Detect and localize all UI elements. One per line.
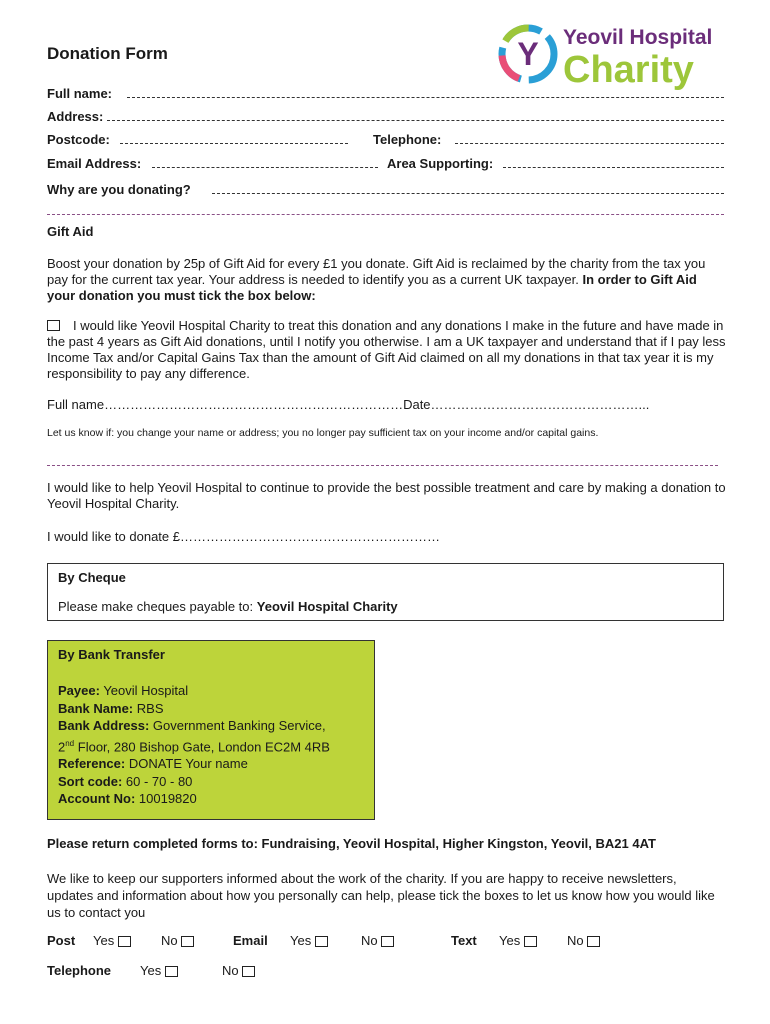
bank-name-label: Bank Name: (58, 700, 134, 716)
why-field[interactable] (212, 193, 724, 194)
donation-text: I would like to help Yeovil Hospital to continue to provide the best possible treatment and care by making a donation to Yeovil Hospital Charity. (47, 480, 726, 511)
gift-aid-name-date-line[interactable]: Full name……………………………………………………………Date…………………………………………... (47, 397, 650, 412)
contact-text-label (451, 933, 477, 948)
gift-aid-intro-bold: In order to Gift Aid your donation you must tick the box below: (47, 272, 697, 303)
text-no-label: No (567, 933, 584, 948)
email-pref-label: Email (233, 933, 268, 948)
email-label: Email Address: (47, 156, 142, 171)
telephone-pref-label: Telephone (47, 963, 112, 978)
post-yes (93, 933, 131, 948)
bank-sort-code: 60 - 70 - 80 (125, 773, 193, 789)
telephone-no-label: No (222, 963, 239, 978)
email-no-checkbox[interactable] (381, 936, 394, 947)
logo-line2: Charity (563, 49, 694, 91)
text-yes (499, 933, 537, 948)
telephone-label: Telephone: (373, 132, 442, 147)
gift-aid-notice: Let us know if: you change your name or address; you no longer pay sufficient tax on your income and/or capital gains. (47, 427, 599, 439)
area-field[interactable] (503, 167, 724, 168)
post-yes-label: Yes (93, 933, 115, 948)
donation-amount-line[interactable]: I would like to donate £…………………………………………………… (47, 529, 440, 544)
bank-details (58, 682, 330, 808)
charity-logo (495, 20, 730, 92)
full-name-label: Full name: (47, 86, 113, 101)
gift-aid-intro-text: Boost your donation by 25p of Gift Aid for every £1 you donate. Gift Aid is reclaimed by the charity from the tax you pay for the current tax year. Your address is needed to identify you as a current UK taxpayer. (47, 256, 706, 287)
contact-telephone-label (47, 963, 111, 978)
bank-floor-number: 2 (58, 738, 66, 754)
bank-address-line1: Government Banking Service, (152, 718, 326, 733)
telephone-field[interactable] (455, 143, 724, 144)
email-field[interactable] (152, 167, 378, 168)
email-yes-label: Yes (290, 933, 312, 948)
logo-line1: Yeovil Hospital (563, 26, 713, 49)
bank-reference-label: Reference: (58, 756, 126, 772)
cheque-instruction: Please make cheques payable to: (58, 599, 254, 614)
telephone-yes-checkbox[interactable] (165, 966, 178, 977)
bank-address-line2: Floor, 280 Bishop Gate, London EC2M 4RB (77, 738, 330, 754)
bank-name: RBS (136, 700, 164, 716)
post-no (161, 933, 194, 948)
bank-name-row (58, 700, 330, 718)
telephone-no (222, 963, 255, 978)
bank-sort-label: Sort code: (58, 773, 123, 789)
text-no (567, 933, 600, 948)
contact-text: We like to keep our supporters informed about the work of the charity. If you are happy to receive newsletters, updates and information about how you personally can help, please tick the boxes to let us know how you would like us to contact you (47, 871, 715, 920)
email-no-label: No (361, 933, 378, 948)
cheque-box (47, 563, 724, 621)
text-yes-label: Yes (499, 933, 521, 948)
bank-address-row2 (58, 735, 330, 756)
bank-address-label: Bank Address: (58, 718, 150, 733)
page-title: Donation Form (47, 44, 168, 63)
bank-reference: DONATE Your name (128, 756, 248, 772)
cheque-payee: Yeovil Hospital Charity (256, 599, 398, 614)
why-label: Why are you donating? (47, 182, 191, 197)
separator (47, 214, 724, 215)
full-name-field[interactable] (127, 97, 724, 98)
email-yes-checkbox[interactable] (315, 936, 328, 947)
bank-reference-row (58, 755, 330, 773)
telephone-yes-label: Yes (140, 963, 162, 978)
bank-payee-label: Payee: (58, 683, 100, 698)
telephone-no-checkbox[interactable] (242, 966, 255, 977)
cheque-text (58, 599, 398, 614)
email-yes (290, 933, 328, 948)
separator (47, 465, 718, 466)
gift-aid-intro (47, 256, 727, 304)
gift-aid-heading: Gift Aid (47, 224, 94, 239)
post-no-label: No (161, 933, 178, 948)
logo-mark: Y (517, 36, 539, 72)
contact-email-label (233, 933, 268, 948)
email-no (361, 933, 394, 948)
text-yes-checkbox[interactable] (524, 936, 537, 947)
cheque-heading: By Cheque (58, 570, 126, 585)
post-label: Post (47, 933, 76, 948)
bank-payee-row (58, 682, 330, 700)
post-no-checkbox[interactable] (181, 936, 194, 947)
contact-post-label (47, 933, 75, 948)
telephone-yes (140, 963, 178, 978)
postcode-label: Postcode: (47, 132, 110, 147)
postcode-field[interactable] (120, 143, 348, 144)
address-field[interactable] (107, 120, 724, 121)
bank-floor-suffix: nd (65, 738, 75, 748)
bank-account-label: Account No: (58, 791, 136, 807)
post-yes-checkbox[interactable] (118, 936, 131, 947)
bank-account-row (58, 790, 330, 808)
bank-sort-row (58, 773, 330, 791)
bank-heading: By Bank Transfer (58, 647, 165, 662)
bank-address-row (58, 717, 330, 735)
bank-payee: Yeovil Hospital (103, 683, 189, 698)
text-no-checkbox[interactable] (587, 936, 600, 947)
area-label: Area Supporting: (387, 156, 494, 171)
return-address: Please return completed forms to: Fundraising, Yeovil Hospital, Higher Kingston, Yeovil, BA21 4AT (47, 836, 656, 851)
bank-transfer-box (47, 640, 375, 820)
gift-aid-declaration: I would like Yeovil Hospital Charity to treat this donation and any donations I make in the future and have made in the past 4 years as Gift Aid donations, until I notify you otherwise. I am a UK taxpayer and understand that if I pay less Income Tax and/or Capital Gains Tax than the amount of Gift Aid claimed on all my donations in that tax year it is my responsibility to pay any difference. (47, 318, 726, 381)
text-pref-label: Text (451, 933, 477, 948)
bank-account-number: 10019820 (138, 791, 197, 807)
address-label: Address: (47, 109, 104, 124)
